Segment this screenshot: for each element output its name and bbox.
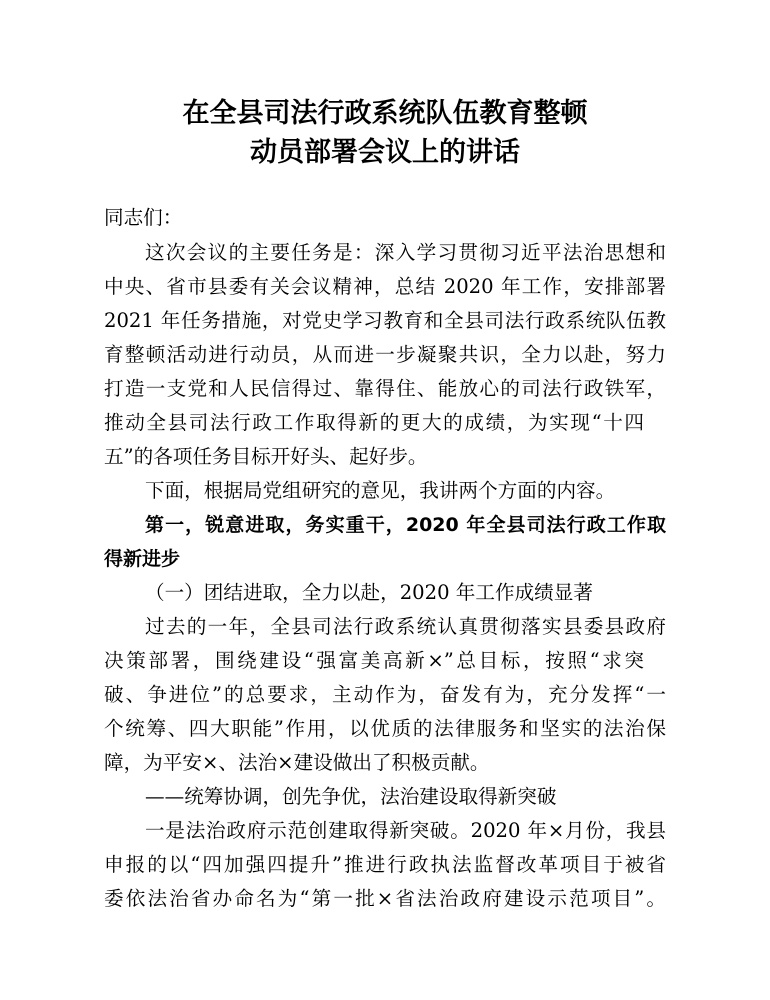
subheading-line: ——统筹协调，创先争优，法治建设取得新突破 xyxy=(145,785,557,808)
paragraph-line: 障，为平安×、法治×建设做出了积极贡献。 xyxy=(104,751,490,774)
paragraph-line: 五”的各项任务目标开好头、起好步。 xyxy=(104,445,428,468)
paragraph-line: 这次会议的主要任务是：深入学习贯彻习近平法治思想和 xyxy=(145,241,666,264)
paragraph-line: 打造一支党和人民信得过、靠得住、能放心的司法行政铁军， xyxy=(104,377,666,400)
paragraph-line: 决策部署，围绕建设“强富美高新×”总目标，按照“求突 xyxy=(104,649,644,672)
paragraph-line: 一是法治政府示范创建取得新突破。2020 年×月份，我县 xyxy=(145,819,666,842)
paragraph-line: 下面，根据局党组研究的意见，我讲两个方面的内容。 xyxy=(145,479,616,502)
paragraph-line: 中央、省市县委有关会议精神，总结 2020 年工作，安排部署 xyxy=(104,275,666,298)
section-heading-continued: 得新进步 xyxy=(104,548,181,570)
paragraph-line: 2021 年任务措施，对党史学习教育和全县司法行政系统队伍教 xyxy=(104,309,666,332)
paragraph-line: 推动全县司法行政工作取得新的更大的成绩，为实现“十四 xyxy=(104,411,644,434)
paragraph-line: 个统筹、四大职能”作用，以优质的法律服务和坚实的法治保 xyxy=(104,717,666,740)
paragraph-line: 申报的以“四加强四提升”推进行政执法监督改革项目于被省 xyxy=(104,853,666,876)
document-title-line-1: 在全县司法行政系统队伍教育整顿 xyxy=(182,98,588,129)
subsection-heading: （一）团结进取，全力以赴，2020 年工作成绩显著 xyxy=(145,581,593,604)
paragraph-line: 育整顿活动进行动员，从而进一步凝聚共识，全力以赴，努力 xyxy=(104,343,666,366)
paragraph-line: 委依法治省办命名为“第一批×省法治政府建设示范项目”。 xyxy=(104,887,666,910)
paragraph-line: 破、争进位”的总要求，主动作为，奋发有为，充分发挥“一 xyxy=(104,683,666,706)
salutation: 同志们： xyxy=(104,206,183,229)
section-heading: 第一，锐意进取，务实重干，2020 年全县司法行政工作取 xyxy=(145,514,666,536)
paragraph-line: 过去的一年，全县司法行政系统认真贯彻落实县委县政府 xyxy=(145,615,666,638)
document-title-line-2: 动员部署会议上的讲话 xyxy=(250,137,520,168)
